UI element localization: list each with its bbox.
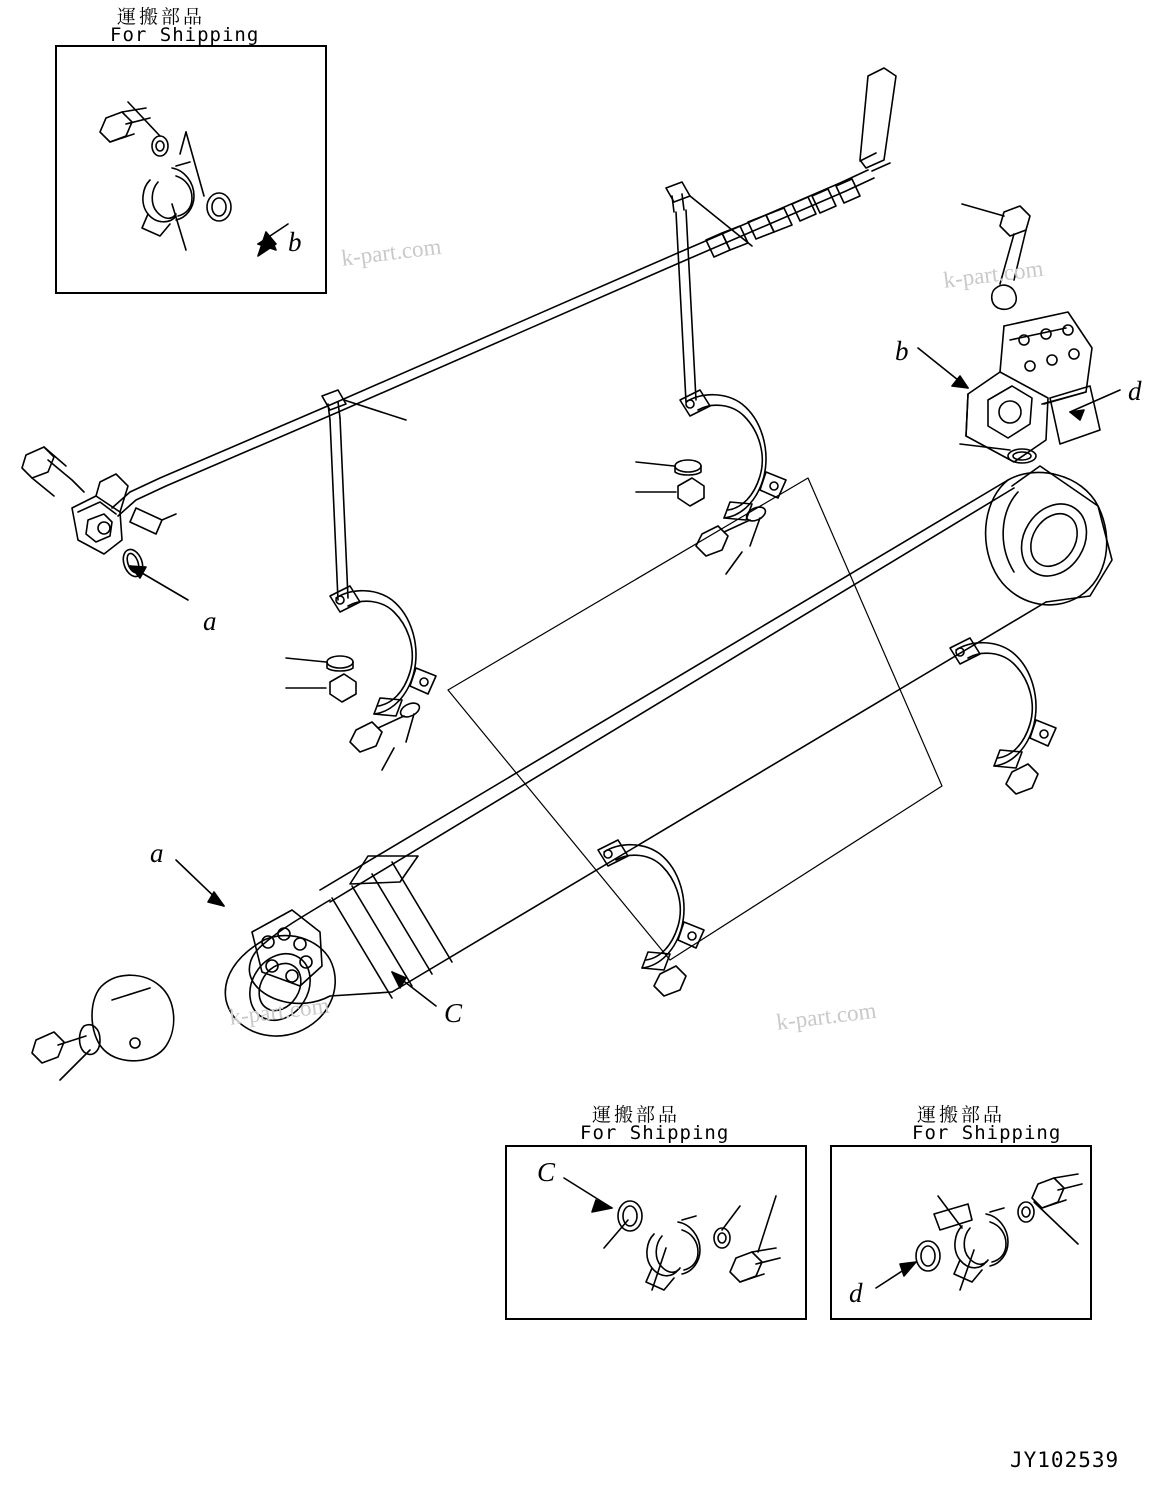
inset-top-left-title-jp: 運搬部品 <box>117 6 206 28</box>
callout-c-box: C <box>537 1157 556 1187</box>
inset-bottom-right-title-en: For Shipping <box>912 1122 1062 1144</box>
callout-a-lower-left: a <box>150 838 164 868</box>
watermark-2: k-part.com <box>942 255 1045 293</box>
callout-a-left: a <box>203 606 217 636</box>
drawing-part-number: JY102539 <box>1010 1448 1120 1472</box>
callout-d-box: d <box>849 1278 863 1308</box>
callout-d-right: d <box>1128 376 1142 406</box>
watermark-3: k-part.com <box>228 992 331 1030</box>
watermark-1: k-part.com <box>340 233 443 271</box>
inset-bottom-right-title-jp: 運搬部品 <box>917 1104 1006 1126</box>
inset-bottom-center-title-en: For Shipping <box>580 1122 730 1144</box>
callout-b-right: b <box>895 336 909 366</box>
watermark-4: k-part.com <box>775 997 878 1035</box>
inset-bottom-center-title-jp: 運搬部品 <box>592 1104 681 1126</box>
callout-c-center: C <box>444 998 463 1028</box>
callout-b-top-left: b <box>288 227 302 257</box>
inset-top-left-title-en: For Shipping <box>110 24 260 46</box>
